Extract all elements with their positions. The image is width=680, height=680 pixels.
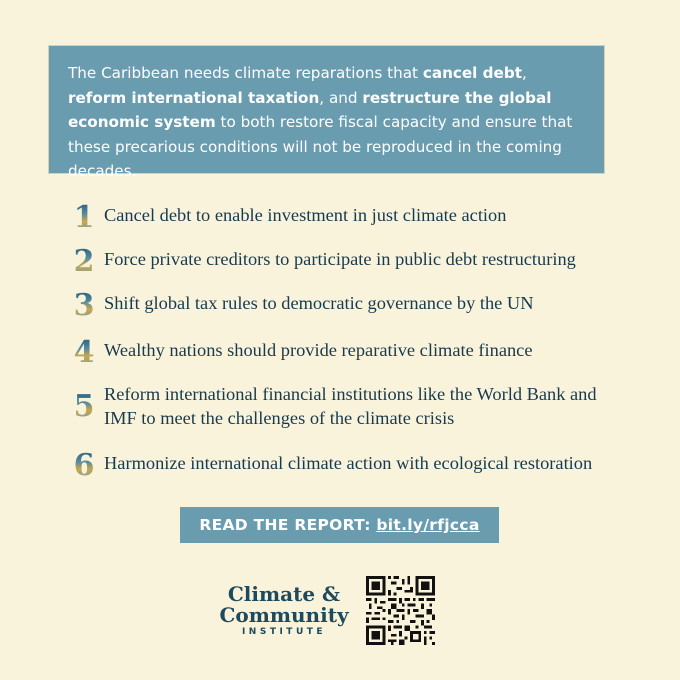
number-1-icon: 1 — [66, 203, 102, 233]
intro-box — [48, 45, 605, 180]
list-item-text: Harmonize international climate action with ecological restoration — [104, 453, 593, 473]
climate-community-logo — [214, 584, 354, 639]
intro-text-4: to both restore fiscal capacity and ensure that these precarious conditions will not be reproduced in the coming decades. — [68, 113, 573, 180]
intro-bold-cancel-debt: cancel debt — [422, 64, 522, 82]
list-item — [66, 382, 624, 430]
number-6-icon: 6 — [66, 451, 102, 481]
qr-code-icon — [366, 576, 435, 645]
list-item — [66, 448, 624, 483]
intro-text-3: , and — [319, 88, 363, 107]
logo-line-3: INSTITUTE — [241, 627, 327, 637]
intro-text-2: , — [521, 64, 527, 82]
list-item — [66, 335, 624, 370]
intro-text-1: The Caribbean needs climate reparations that — [68, 64, 423, 82]
list-item-text: Shift global tax rules to democratic governance by the UN — [104, 293, 534, 313]
number-3-icon: 3 — [66, 291, 102, 321]
report-link[interactable]: bit.ly/rfjcca — [376, 516, 480, 534]
intro-bold-reform-taxation: reform international taxation — [68, 88, 320, 107]
list-item-text: Wealthy nations should provide reparative climate finance — [104, 340, 533, 360]
number-2-icon: 2 — [66, 247, 102, 277]
logo-line-2: Community — [219, 603, 349, 627]
list-item — [66, 288, 624, 323]
number-5-icon: 5 — [66, 392, 102, 422]
logo-line-1: Climate & — [227, 582, 341, 606]
list-item — [66, 244, 624, 279]
read-report-label: READ THE REPORT: — [199, 516, 377, 534]
read-report-banner — [180, 507, 499, 543]
list-item-text: Reform international financial institutions like the World Bank and IMF to meet the challenges of the climate crisis — [104, 384, 597, 428]
list-item — [66, 200, 624, 235]
number-4-icon: 4 — [66, 338, 102, 368]
list-item-text: Force private creditors to participate in public debt restructuring — [104, 249, 576, 269]
intro-bold-restructure: restructure the global economic system — [68, 88, 552, 131]
list-item-text: Cancel debt to enable investment in just climate action — [104, 205, 507, 225]
